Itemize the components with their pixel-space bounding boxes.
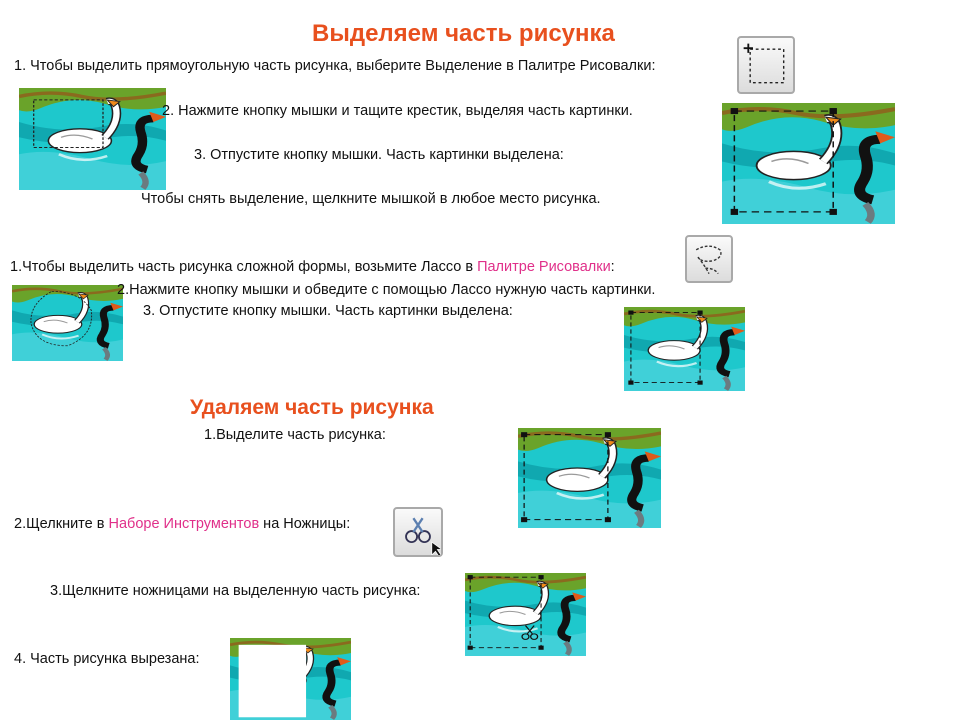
- swan-picture-lasso-selected: [624, 307, 745, 391]
- delete-step-2: [14, 516, 350, 532]
- lasso-step-1: [10, 259, 615, 275]
- rectangle-select-icon: [739, 38, 793, 92]
- lasso-step-3: 3. Отпустите кнопку мышки. Часть картинки выделена:: [143, 303, 513, 319]
- swan-picture-cutting: [465, 573, 586, 656]
- swan-picture-selecting: [19, 88, 166, 190]
- scissors-tool-button[interactable]: [393, 507, 443, 557]
- swan-picture-selected: [722, 103, 895, 224]
- delete-step-4: 4. Часть рисунка вырезана:: [14, 651, 200, 667]
- lasso-step-1-colon: :: [610, 259, 615, 275]
- swan-picture-delete-selected: [518, 428, 661, 528]
- section-title-delete: Удаляем часть рисунка: [190, 396, 434, 419]
- lasso-icon: [687, 237, 731, 281]
- lasso-step-2: 2.Нажмите кнопку мышки и обведите с помощью Лассо нужную часть картинки.: [117, 282, 656, 298]
- painter-palette-link: Палитре Рисовалки: [477, 259, 611, 275]
- delete-step-3: 3.Щелкните ножницами на выделенную часть рисунка:: [50, 583, 421, 599]
- swan-picture-cut-result: [230, 638, 351, 720]
- lasso-tool-button[interactable]: [685, 235, 733, 283]
- rectangle-select-tool-button[interactable]: [737, 36, 795, 94]
- scissors-icon: [395, 509, 441, 555]
- section-title-select: Выделяем часть рисунка: [312, 20, 615, 47]
- lasso-step-1-text: 1.Чтобы выделить часть рисунка сложной формы, возьмите Лассо в: [10, 259, 478, 275]
- delete-step-2-text: 2.Щелкните в: [14, 516, 109, 532]
- delete-step-1: 1.Выделите часть рисунка:: [204, 427, 386, 443]
- select-step-3: 3. Отпустите кнопку мышки. Часть картинки выделена:: [194, 147, 564, 163]
- toolset-link: Наборе Инструментов: [108, 516, 260, 532]
- swan-picture-lasso: [12, 285, 123, 361]
- select-step-1: 1. Чтобы выделить прямоугольную часть рисунка, выберите Выделение в Палитре Рисовалки:: [14, 58, 656, 74]
- deselect-note: Чтобы снять выделение, щелкните мышкой в любое место рисунка.: [141, 191, 601, 207]
- delete-step-2-suffix: на Ножницы:: [259, 516, 351, 532]
- select-step-2: 2. Нажмите кнопку мышки и тащите крестик, выделяя часть картинки.: [162, 103, 633, 119]
